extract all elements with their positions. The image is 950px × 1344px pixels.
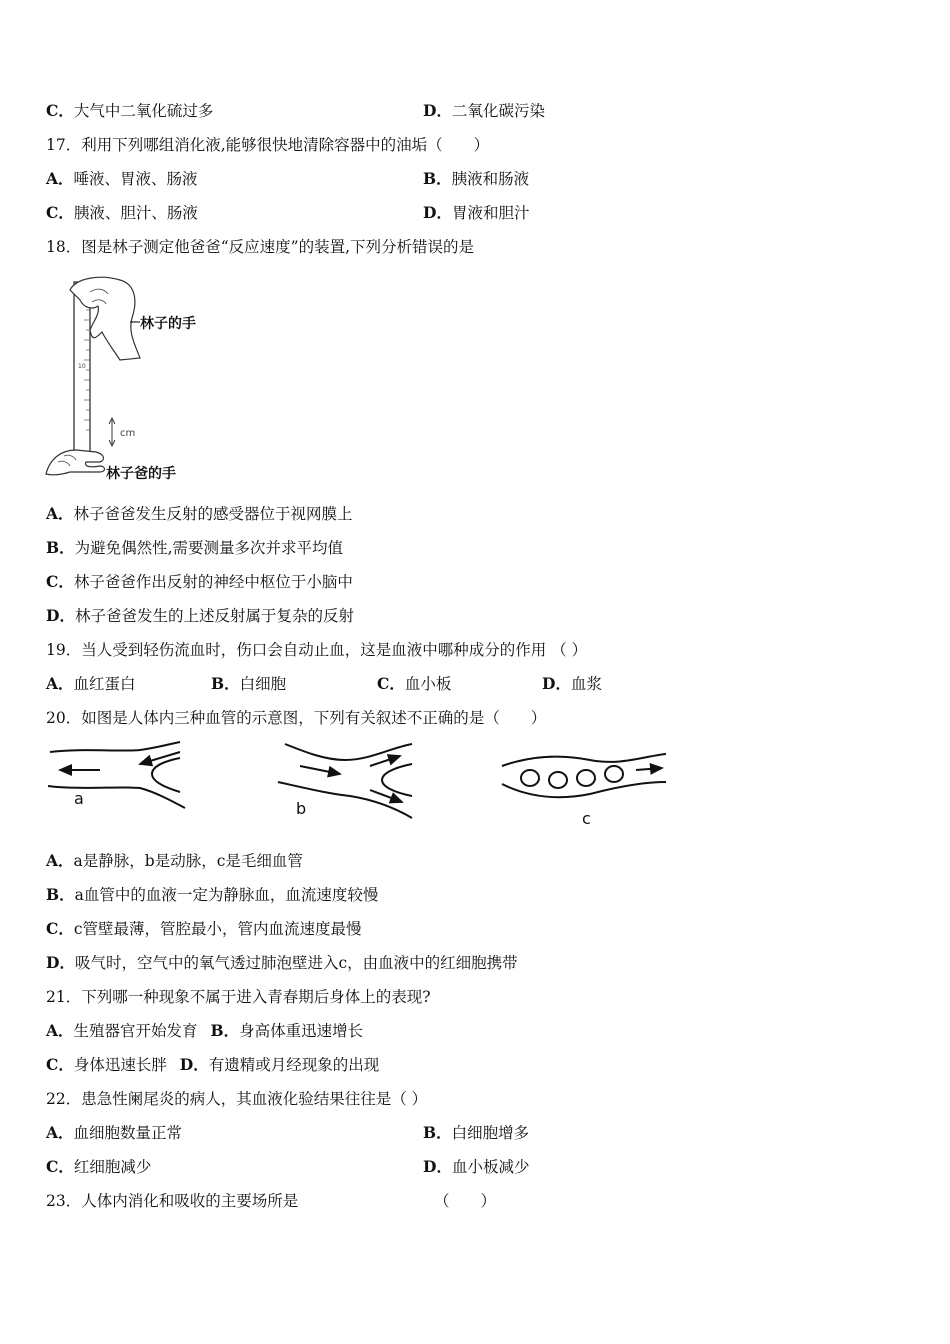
option-text: 胰液和肠液 xyxy=(451,170,530,188)
option-letter: D． xyxy=(179,1055,209,1074)
q22-option-a xyxy=(46,1122,530,1144)
option-letter: B． xyxy=(423,169,452,188)
option-letter: D． xyxy=(46,606,75,625)
q18-option-a xyxy=(46,503,353,525)
father-hand xyxy=(46,450,105,475)
q22-option-d xyxy=(423,1156,529,1178)
q21-options-cd xyxy=(46,1054,379,1076)
scale-mark: 10 xyxy=(78,363,86,370)
q18-ruler-figure xyxy=(40,270,240,490)
option-text: 大气中二氧化硫过多 xyxy=(73,102,214,120)
option-text: 林子爸爸发生的上述反射属于复杂的反射 xyxy=(74,607,354,625)
option-text: 吸气时，空气中的氧气透过肺泡壁进入c，由血液中的红细胞携带 xyxy=(74,954,518,972)
q23-stem-line xyxy=(46,1190,506,1212)
q21-option-b xyxy=(210,1022,363,1040)
q21-options-ab xyxy=(46,1020,363,1042)
option-letter: C． xyxy=(46,203,74,222)
q20-stem: 20．如图是人体内三种血管的示意图，下列有关叙述不正确的是（ ） xyxy=(46,709,547,727)
option-text: 二氧化碳污染 xyxy=(451,102,545,120)
option-letter: B． xyxy=(46,538,75,557)
q18-option-b xyxy=(46,537,343,559)
label-linzi-hand: 林子的手 xyxy=(140,316,196,332)
option-text: 血细胞数量正常 xyxy=(73,1124,183,1142)
q18-stem: 18．图是林子测定他爸爸“反应速度”的装置,下列分析错误的是 xyxy=(46,238,475,256)
q21-option-c xyxy=(46,1056,167,1074)
q20-option-c xyxy=(46,918,362,940)
option-letter: A． xyxy=(46,169,74,188)
option-text: 血小板减少 xyxy=(451,1158,530,1176)
option-text: a血管中的血液一定为静脉血，血流速度较慢 xyxy=(74,886,379,904)
option-text: 血红蛋白 xyxy=(73,675,136,693)
option-letter: B． xyxy=(211,674,240,693)
option-text: 血浆 xyxy=(570,675,602,693)
option-letter: C． xyxy=(46,919,74,938)
option-text: c管壁最薄，管腔最小，管内血流速度最慢 xyxy=(73,920,362,938)
q19-option-d xyxy=(542,673,602,695)
q18-option-c xyxy=(46,571,353,593)
option-text: 白细胞增多 xyxy=(451,1124,530,1142)
label-a: a xyxy=(74,789,84,808)
option-letter: B． xyxy=(423,1123,452,1142)
vessel-c xyxy=(502,754,666,797)
q19-option-b xyxy=(211,673,286,695)
option-letter: C． xyxy=(46,101,74,120)
option-letter: C． xyxy=(377,674,405,693)
option-text: 林子爸爸作出反射的神经中枢位于小脑中 xyxy=(73,573,353,591)
option-text: 生殖器官开始发育 xyxy=(73,1022,198,1040)
q17-option-c xyxy=(46,202,530,224)
q22-stem: 22．患急性阑尾炎的病人，其血液化验结果往往是（ ） xyxy=(46,1090,428,1108)
option-letter: D． xyxy=(542,674,571,693)
q21-option-d xyxy=(180,1056,379,1074)
option-text: a是静脉，b是动脉，c是毛细血管 xyxy=(73,852,303,870)
option-letter: A． xyxy=(46,1123,74,1142)
q17-option-a xyxy=(46,168,530,190)
label-c: c xyxy=(582,809,591,828)
q22-option-b xyxy=(423,1122,529,1144)
option-text: 胃液和胆汁 xyxy=(451,204,530,222)
q17-option-d xyxy=(423,202,529,224)
q23-answer-blank: （ ） xyxy=(434,1192,497,1210)
option-text: 胰液、胆汁、肠液 xyxy=(73,204,198,222)
option-letter: D． xyxy=(423,1157,452,1176)
q18-option-d xyxy=(46,605,354,627)
option-text: 唾液、胃液、肠液 xyxy=(73,170,198,188)
option-letter: C． xyxy=(46,572,74,591)
option-letter: A． xyxy=(46,1021,74,1040)
option-text: 为避免偶然性,需要测量多次并求平均值 xyxy=(74,539,344,557)
option-letter: A． xyxy=(46,851,74,870)
option-letter: C． xyxy=(46,1055,74,1074)
q22-option-c xyxy=(46,1156,530,1178)
option-text: 身高体重迅速增长 xyxy=(239,1022,364,1040)
q20-option-a xyxy=(46,850,303,872)
q17-stem: 17．利用下列哪组消化液,能够很快地清除容器中的油垢（ ） xyxy=(46,136,490,154)
q19-option-c xyxy=(377,673,451,695)
option-letter: D． xyxy=(423,203,452,222)
q21-stem: 21．下列哪一种现象不属于进入青春期后身体上的表现? xyxy=(46,988,431,1006)
option-text: 身体迅速长胖 xyxy=(73,1056,167,1074)
option-letter: D． xyxy=(46,953,75,972)
q20-option-d xyxy=(46,952,518,974)
option-text: 白细胞 xyxy=(239,675,287,693)
option-text: 红细胞减少 xyxy=(73,1158,152,1176)
q19-stem: 19．当人受到轻伤流血时，伤口会自动止血，这是血液中哪种成分的作用 （ ） xyxy=(46,641,588,659)
q20-option-b xyxy=(46,884,378,906)
q16-option-d xyxy=(423,100,545,122)
q20-vessels-figure xyxy=(40,738,680,830)
unit-label: cm xyxy=(120,428,136,439)
vessel-a xyxy=(48,742,185,808)
q23-stem: 23．人体内消化和吸收的主要场所是 xyxy=(46,1192,299,1210)
label-father-hand: 林子爸的手 xyxy=(106,466,176,482)
option-letter: B． xyxy=(210,1021,240,1040)
option-text: 有遗精或月经现象的出现 xyxy=(208,1056,380,1074)
option-letter: C． xyxy=(46,1157,74,1176)
q16-option-c xyxy=(46,100,545,122)
option-letter: D． xyxy=(423,101,452,120)
q21-option-a xyxy=(46,1022,198,1040)
option-letter: A． xyxy=(46,504,74,523)
option-letter: A． xyxy=(46,674,74,693)
option-text: 林子爸爸发生反射的感受器位于视网膜上 xyxy=(73,505,353,523)
q17-option-b xyxy=(423,168,529,190)
option-letter: B． xyxy=(46,885,75,904)
linzi-hand xyxy=(70,277,140,360)
q19-option-a xyxy=(46,673,136,695)
label-b: b xyxy=(296,799,307,818)
option-text: 血小板 xyxy=(404,675,452,693)
